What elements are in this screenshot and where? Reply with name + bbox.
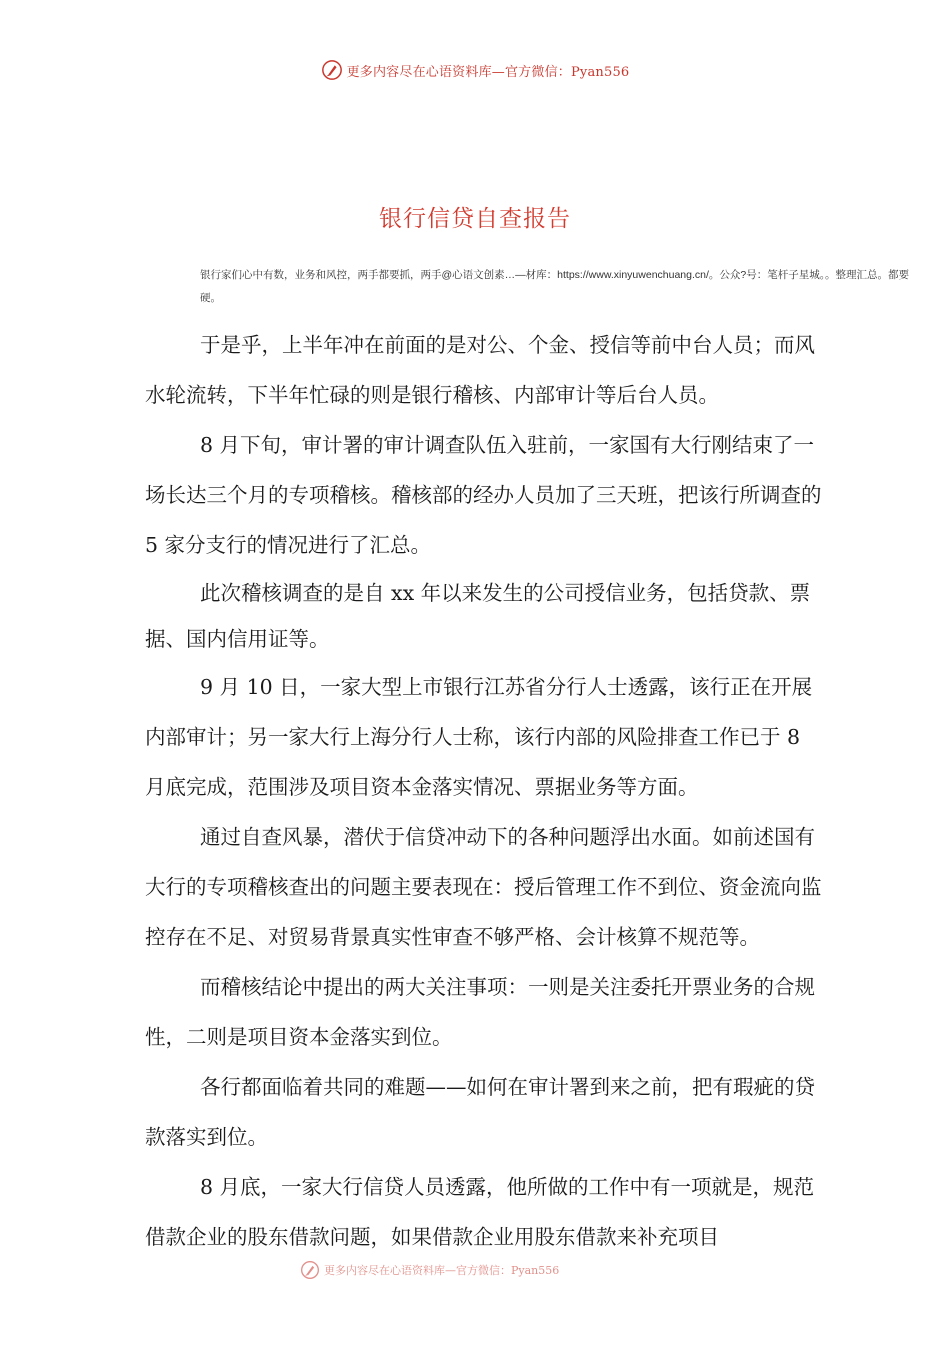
paragraph: 于是乎，上半年冲在前面的是对公、个金、授信等前中台人员；而风水轮流转，下半年忙碌的则是银行稽核、内部审计等后台人员。 xyxy=(145,333,815,407)
paragraph: 各行都面临着共同的难题——如何在审计署到来之前，把有瑕疵的贷款落实到位。 xyxy=(145,1075,815,1149)
paragraph: 此次稽核调查的是自 xx 年以来发生的公司授信业务，包括贷款、票据、国内信用证等。 xyxy=(145,581,811,651)
paragraph: 而稽核结论中提出的两大关注事项：一则是关注委托开票业务的合规性，二则是项目资本金落实到位。 xyxy=(145,975,815,1049)
pen-circle-logo-icon xyxy=(321,59,343,81)
document-body xyxy=(145,320,825,1262)
paragraph: 8 月下旬，审计署的审计调查队伍入驻前，一家国有大行刚结束了一场长达三个月的专项稽核。稽核部的经办人员加了三天班，把该行所调查的 5 家分支行的情况进行了汇总。 xyxy=(145,433,822,557)
header-text: 更多内容尽在心语资料库—官方微信：Pyan556 xyxy=(346,64,630,80)
intro-note: 银行家们心中有数，业务和风控，两手都要抓，两手@心语文创素…—材库：https://www.xinyuwenchuang.cn/。公众?号：笔杆子星城。。整理汇总。都要硬。 xyxy=(200,269,909,304)
pen-circle-logo-icon xyxy=(300,1260,320,1280)
paragraph: 通过自查风暴，潜伏于信贷冲动下的各种问题浮出水面。如前述国有大行的专项稽核查出的问题主要表现在：授后管理工作不到位、资金流向监控存在不足、对贸易背景真实性审查不够严格、会计核算不规范等。 xyxy=(145,825,822,949)
document-title: 银行信贷自查报告 xyxy=(379,206,571,232)
paragraph: 9 月 10 日，一家大型上市银行江苏省分行人士透露，该行正在开展内部审计；另一家大行上海分行人士称，该行内部的风险排查工作已于 8 月底完成，范围涉及项目资本金落实情况、票据业务等方面。 xyxy=(145,675,813,799)
paragraph: 8 月底，一家大行信贷人员透露，他所做的工作中有一项就是，规范借款企业的股东借款问题，如果借款企业用股东借款来补充项目 xyxy=(145,1175,815,1249)
footer-watermark xyxy=(300,1258,680,1282)
page-header xyxy=(0,56,950,84)
footer-text: 更多内容尽在心语资料库—官方微信：Pyan556 xyxy=(324,1264,560,1277)
